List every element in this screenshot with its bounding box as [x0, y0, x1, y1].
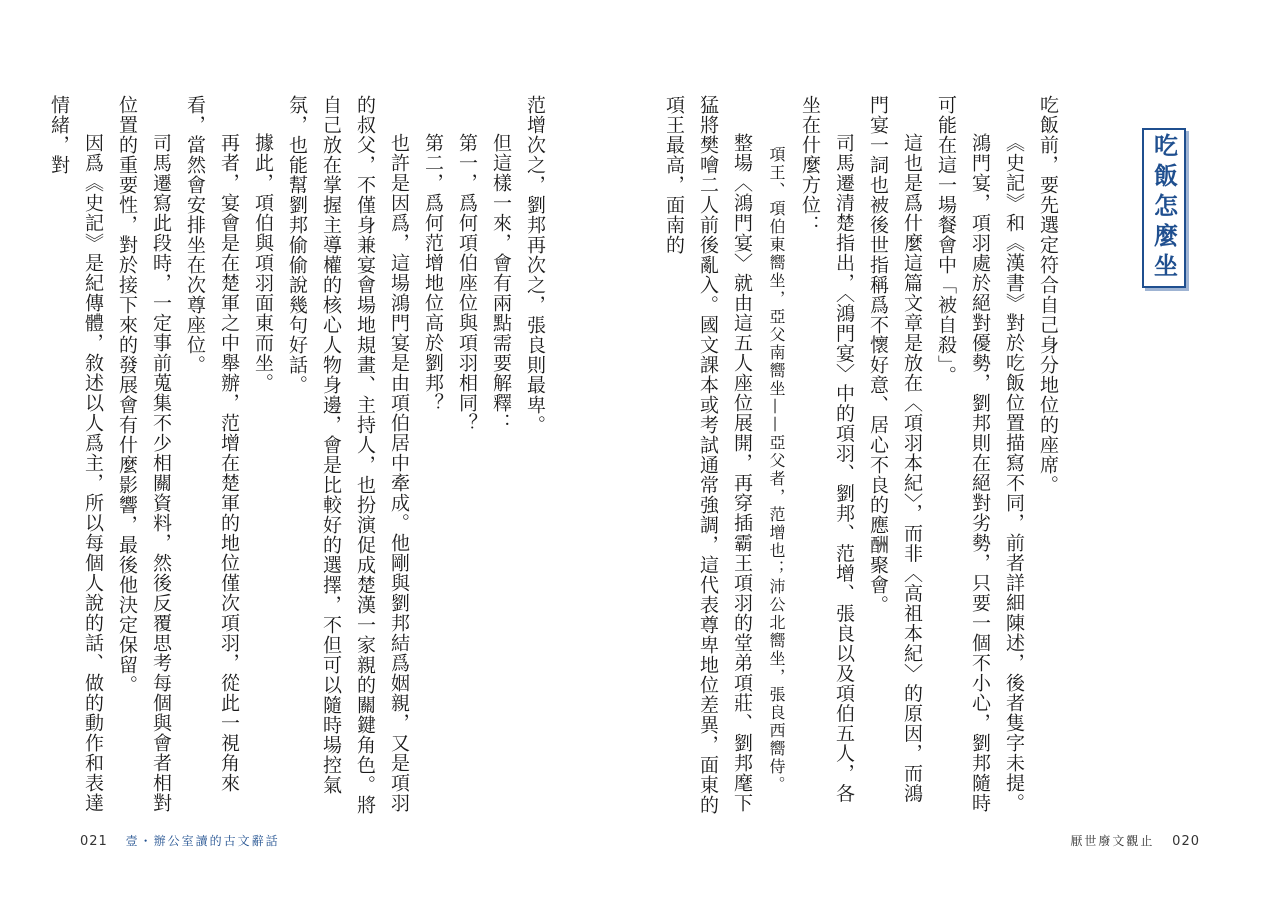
quote-paragraph: 項王、項伯東嚮坐，亞父南嚮坐——亞父者，范增也；沛公北嚮坐，張良西嚮侍。	[767, 146, 786, 795]
paragraph: 吃飯前，要先選定符合自己身分地位的座席。	[1037, 95, 1059, 495]
paragraph: 但這樣一來，會有兩點需要解釋：	[490, 133, 512, 433]
paragraph: 司馬遷清楚指出，〈鴻門宴〉中的項羽、劉邦、范增、張良以及項伯五人，各坐在什麼方位：	[799, 95, 855, 804]
paragraph: 范增次之，劉邦再次之，張良則最卑。	[524, 95, 546, 435]
section-title: 吃飯怎麼坐	[1142, 128, 1186, 288]
paragraph: 整場〈鴻門宴〉就由這五人座位展開，再穿插霸王項羽的堂弟項莊、劉邦麾下猛將樊噲二人前後亂入。國文課本或考試通常強調，這代表尊卑地位差異，面東的項王最高，面南的	[663, 95, 753, 815]
right-page-body	[663, 95, 1065, 815]
paragraph: 也許是因爲，這場鴻門宴是由項伯居中牽成。他剛與劉邦結爲姻親，又是項羽的叔父，不僅身兼宴會場地規畫、主持人，也扮演促成楚漢一家親的關鍵角色。將自己放在掌握主導權的核心人物身邊，會是比較好的選擇，不但可以隨時場控氣氛，也能幫劉邦偷偷說幾句好話。	[286, 95, 410, 815]
paragraph: 鴻門宴，項羽處於絕對優勢，劉邦則在絕對劣勢，只要一個不小心，劉邦隨時可能在這一場餐會中「被自殺」。	[935, 95, 991, 813]
footer-right	[1070, 832, 1200, 849]
paragraph: 這也是爲什麼這篇文章是放在〈項羽本紀〉，而非〈高祖本紀〉的原因，而鴻門宴一詞也被後世指稱爲不懷好意、居心不良的應酬聚會。	[867, 95, 923, 804]
paragraph: 司馬遷寫此段時，一定事前蒐集不少相關資料，然後反覆思考每個與會者相對位置的重要性，對於接下來的發展會有什麼影響，最後他決定保留。	[116, 95, 172, 813]
paragraph: 據此，項伯與項羽面東而坐。	[252, 133, 274, 393]
page-number-right: 020	[1172, 834, 1200, 849]
paragraph: 再者，宴會是在楚軍之中舉辦，范增在楚軍的地位僅次項羽，從此一視角來看，當然會安排坐在次尊座位。	[184, 95, 240, 793]
paragraph: 第二，爲何范增地位高於劉邦？	[422, 133, 444, 413]
footer-left	[80, 832, 280, 849]
book-title: 厭世廢文觀止	[1070, 834, 1155, 848]
page-number-left: 021	[80, 834, 108, 849]
chapter-title: 壹・辦公室讀的古文辭話	[125, 834, 280, 848]
paragraph: 《史記》和《漢書》對於吃飯位置描寫不同，前者詳細陳述，後者隻字未提。	[1003, 133, 1025, 813]
left-page-body	[48, 95, 552, 815]
paragraph: 第一，爲何項伯座位與項羽相同？	[456, 133, 478, 433]
paragraph: 因爲《史記》是紀傳體，敘述以人爲主，所以每個人說的話、做的動作和表達情緒，對	[48, 95, 104, 813]
